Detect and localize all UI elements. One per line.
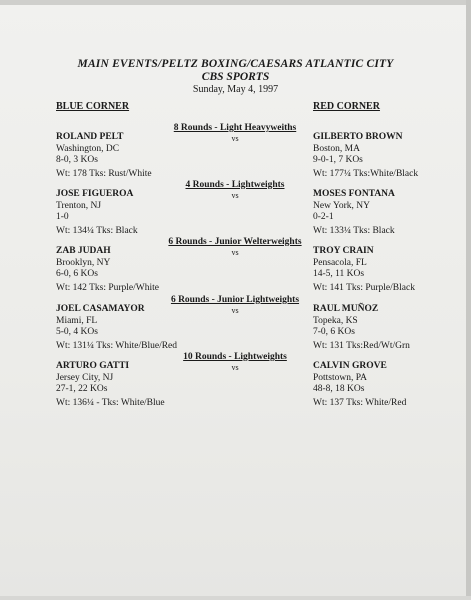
event-title: MAIN EVENTS/PELTZ BOXING/CAESARS ATLANTIC CITY [77,58,394,70]
fighter-weight-trunks: Wt: 133¼ Tks: Black [313,225,395,236]
blue-corner-fighter [56,246,159,294]
fighter-name: JOSE FIGUEROA [56,189,134,199]
vs-label: vs [231,306,239,315]
event-date: Sunday, May 4, 1997 [192,84,279,95]
vs-label: vs [231,134,239,143]
vs-label: vs [231,248,239,257]
blue-corner-fighter [56,132,152,180]
red-corner-fighter [313,132,418,180]
fighter-hometown: Pottstown, PA [313,372,368,383]
fighter-weight-trunks: Wt: 131 Tks:Red/Wt/Grn [313,340,410,351]
blue-corner-fighter [56,361,165,409]
red-corner-fighter [313,189,395,237]
fighter-record: 5-0, 4 KOs [56,327,98,337]
blue-corner-heading: BLUE CORNER [56,101,130,112]
fighter-record: 14-5, 11 KOs [313,269,365,279]
fighter-name: MOSES FONTANA [313,189,395,199]
bout-title: 8 Rounds - Light Heavyweiths [173,123,297,133]
red-corner-fighter [313,246,415,294]
fighter-record: 7-0, 6 KOs [313,327,355,337]
blue-corner-fighter [56,304,177,352]
bout-title: 6 Rounds - Junior Welterweights [168,237,302,247]
fighter-name: ROLAND PELT [56,132,124,142]
scan-edge-top [0,0,471,5]
vs-label: vs [231,191,239,200]
bout-title: 10 Rounds - Lightweights [183,352,287,362]
fighter-name: RAUL MUÑOZ [313,304,379,314]
fighter-record: 0-2-1 [313,212,334,222]
fighter-weight-trunks: Wt: 131¼ Tks: White/Blue/Red [56,340,178,351]
fighter-hometown: Brooklyn, NY [56,257,111,268]
blue-corner-fighter [56,189,138,237]
fighter-weight-trunks: Wt: 141 Tks: Purple/Black [313,282,415,293]
vs-label: vs [231,363,239,372]
fighter-record: 27-1, 22 KOs [56,384,108,394]
fighter-weight-trunks: Wt: 137 Tks: White/Red [313,397,407,408]
bout-title: 6 Rounds - Junior Lightweights [170,295,300,305]
fighter-hometown: New York, NY [313,200,371,211]
fighter-record: 8-0, 3 KOs [56,155,98,165]
fighter-hometown: Boston, MA [313,143,360,154]
fighter-name: ARTURO GATTI [56,361,130,371]
fighter-hometown: Miami, FL [56,315,98,326]
fighter-hometown: Jersey City, NJ [56,372,114,383]
fighter-hometown: Pensacola, FL [313,257,367,268]
fighter-weight-trunks: Wt: 178 Tks: Rust/White [56,168,152,179]
fighter-hometown: Topeka, KS [313,315,358,326]
red-corner-heading: RED CORNER [313,101,380,112]
fighter-name: JOEL CASAMAYOR [56,304,145,314]
fighter-record: 9-0-1, 7 KOs [313,155,363,165]
fighter-weight-trunks: Wt: 177¼ Tks:White/Black [313,168,419,179]
fighter-hometown: Trenton, NJ [56,200,102,211]
fighter-name: CALVIN GROVE [313,361,387,371]
fighter-name: ZAB JUDAH [56,246,111,256]
fighter-name: TROY CRAIN [313,246,374,256]
event-header [0,58,471,95]
fighter-record: 6-0, 6 KOs [56,269,98,279]
fighter-weight-trunks: Wt: 142 Tks: Purple/White [56,282,159,293]
fighter-name: GILBERTO BROWN [313,132,403,142]
fighter-record: 48-8, 18 KOs [313,384,365,394]
fighter-weight-trunks: Wt: 134¼ Tks: Black [56,225,138,236]
red-corner-fighter [313,361,406,409]
broadcaster: CBS SPORTS [201,71,270,83]
fighter-record: 1-0 [56,212,69,222]
red-corner-fighter [313,304,410,352]
scan-edge-bottom [0,596,471,600]
fighter-hometown: Washington, DC [56,143,120,154]
bout-title: 4 Rounds - Lightweights [185,180,285,190]
fighter-weight-trunks: Wt: 136¼ - Tks: White/Blue [56,397,165,408]
